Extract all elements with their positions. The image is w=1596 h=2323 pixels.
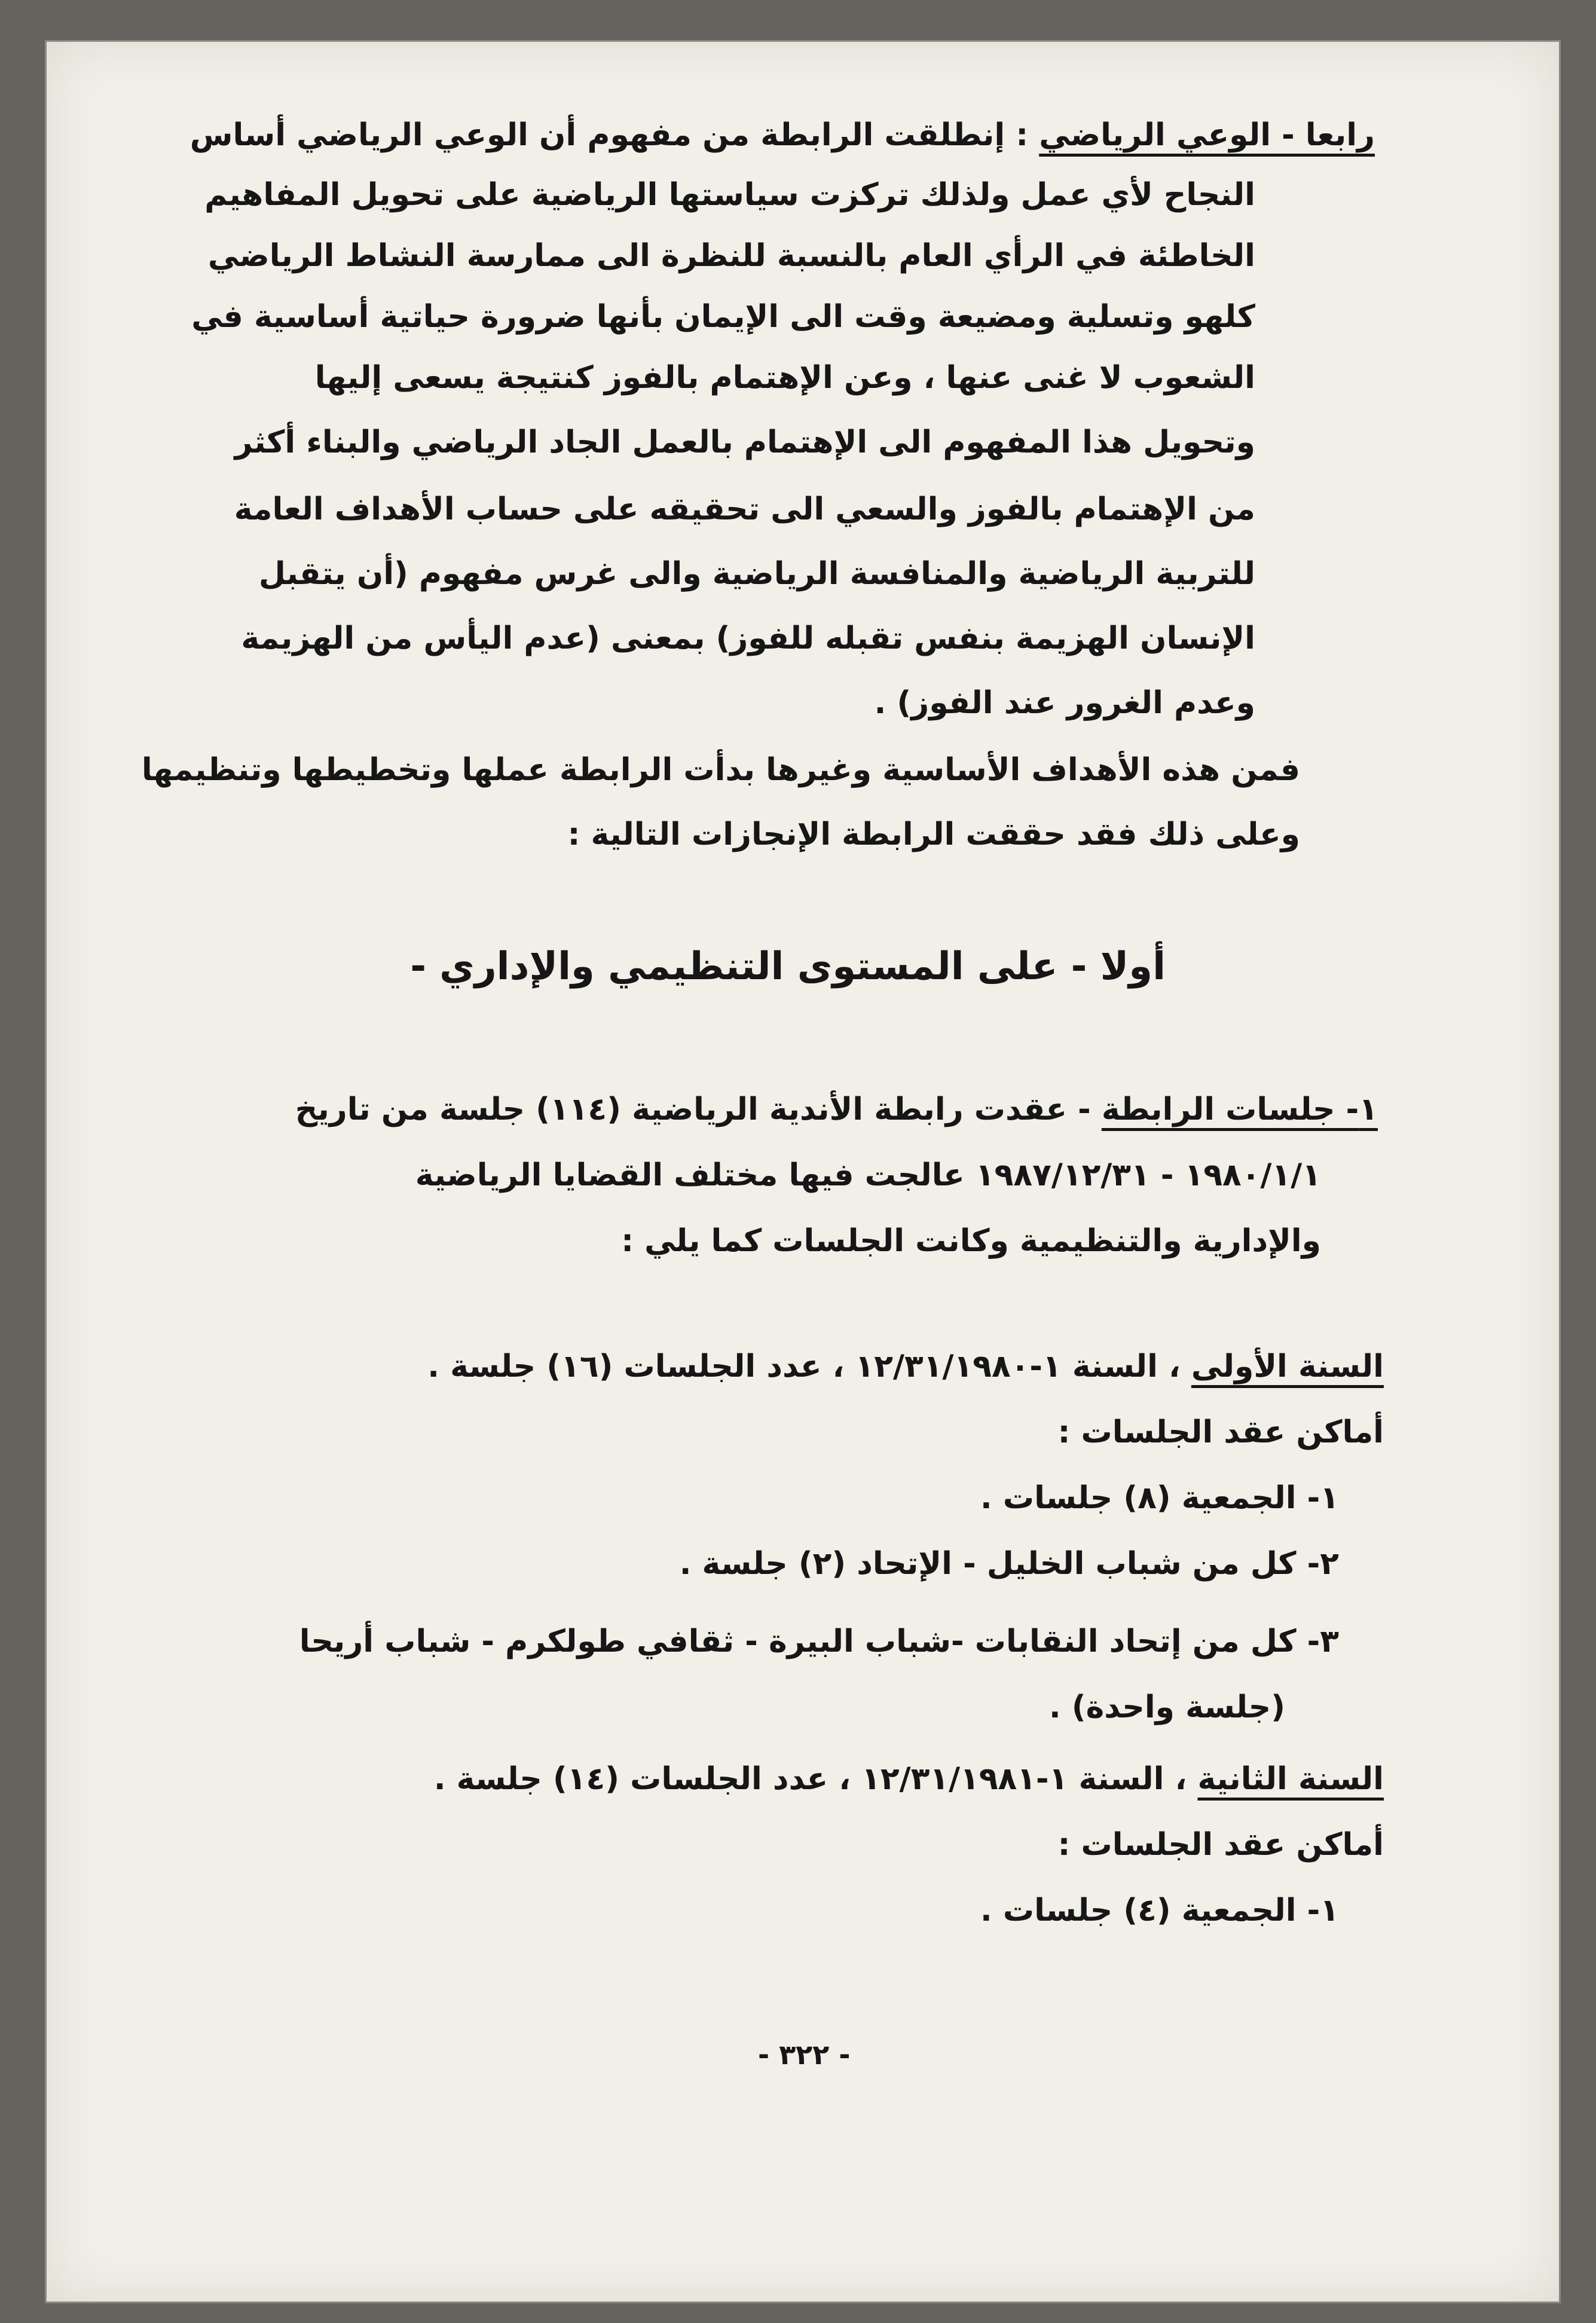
- year1-rest: ، السنة ١-١٢/٣١/١٩٨٠ ، عدد الجلسات (١٦) جلسة .: [427, 1349, 1191, 1384]
- year2-rest: ، السنة ١-١٢/٣١/١٩٨١ ، عدد الجلسات (١٤) جلسة .: [433, 1761, 1198, 1797]
- section4-line-8: للتربية الرياضية والمنافسة الرياضية والى غرس مفهوم (أن يتقبل: [258, 556, 1255, 592]
- item1-number: ١-: [1335, 1092, 1378, 1127]
- year1-places-title: أماكن عقد الجلسات :: [1057, 1414, 1384, 1450]
- section4-line-2: النجاح لأي عمل ولذلك تركزت سياستها الرياضية على تحويل المفاهيم: [204, 177, 1255, 213]
- year2-places-title: أماكن عقد الجلسات :: [1057, 1827, 1384, 1863]
- item1-label: [1102, 1092, 1378, 1127]
- year1-place-1: ١- الجمعية (٨) جلسات .: [980, 1480, 1339, 1516]
- year2-line: [434, 1763, 1384, 1795]
- year1-place-3-cont: (جلسة واحدة) .: [1048, 1689, 1285, 1725]
- page-number: - ٣٢٢ -: [758, 2038, 851, 2071]
- intro-line-2: وعلى ذلك فقد حققت الرابطة الإنجازات التالية :: [567, 817, 1300, 852]
- section4-line-3: الخاطئة في الرأي العام بالنسبة للنظرة الى ممارسة النشاط الرياضي: [207, 238, 1255, 274]
- year1-line: [427, 1351, 1384, 1382]
- year2-label: السنة الثانية: [1197, 1761, 1384, 1797]
- section4-line-9: الإنسان الهزيمة بنفس تقبله للفوز) بمعنى (عدم اليأس من الهزيمة: [241, 621, 1255, 656]
- item1-label-text: جلسات الرابطة: [1101, 1092, 1335, 1127]
- section4-line-7: من الإهتمام بالفوز والسعي الى تحقيقه على حساب الأهداف العامة: [234, 491, 1255, 527]
- item1-line-1: [295, 1094, 1378, 1125]
- section4-line-5: الشعوب لا غنى عنها ، وعن الإهتمام بالفوز كنتيجة يسعى إليها: [314, 360, 1255, 396]
- year1-label: السنة الأولى: [1191, 1349, 1384, 1384]
- section4-line-1-text: : إنطلقت الرابطة من مفهوم أن الوعي الرياضي أساس: [189, 117, 1039, 153]
- year1-place-3: ٣- كل من إتحاد النقابات -شباب البيرة - ثقافي طولكرم - شباب أريحا: [299, 1624, 1339, 1659]
- section4-line-6: وتحويل هذا المفهوم الى الإهتمام بالعمل الجاد الرياضي والبناء أكثر: [234, 424, 1255, 460]
- section-heading: أولا - على المستوى التنظيمي والإداري -: [410, 945, 1166, 989]
- section4-line-1: [189, 117, 1375, 153]
- section4-line-10: وعدم الغرور عند الفوز) .: [874, 685, 1255, 721]
- section4-heading: رابعا - الوعي الرياضي: [1039, 117, 1375, 153]
- section4-line-4: كلهو وتسلية ومضيعة وقت الى الإيمان بأنها ضرورة حياتية أساسية في: [191, 299, 1255, 335]
- item1-line-3: والإدارية والتنظيمية وكانت الجلسات كما يلي :: [621, 1223, 1321, 1259]
- item1-line-1-text: - عقدت رابطة الأندية الرياضية (١١٤) جلسة من تاريخ: [295, 1092, 1102, 1127]
- intro-line-1: فمن هذه الأهداف الأساسية وغيرها بدأت الرابطة عملها وتخطيطها وتنظيمها: [141, 752, 1300, 788]
- year1-place-2: ٢- كل من شباب الخليل - الإتحاد (٢) جلسة .: [679, 1546, 1339, 1582]
- year2-place-1: ١- الجمعية (٤) جلسات .: [980, 1893, 1339, 1928]
- item1-line-2: ١٩٨٠/١/١ - ١٩٨٧/١٢/٣١ عالجت فيها مختلف القضايا الرياضية: [415, 1157, 1321, 1193]
